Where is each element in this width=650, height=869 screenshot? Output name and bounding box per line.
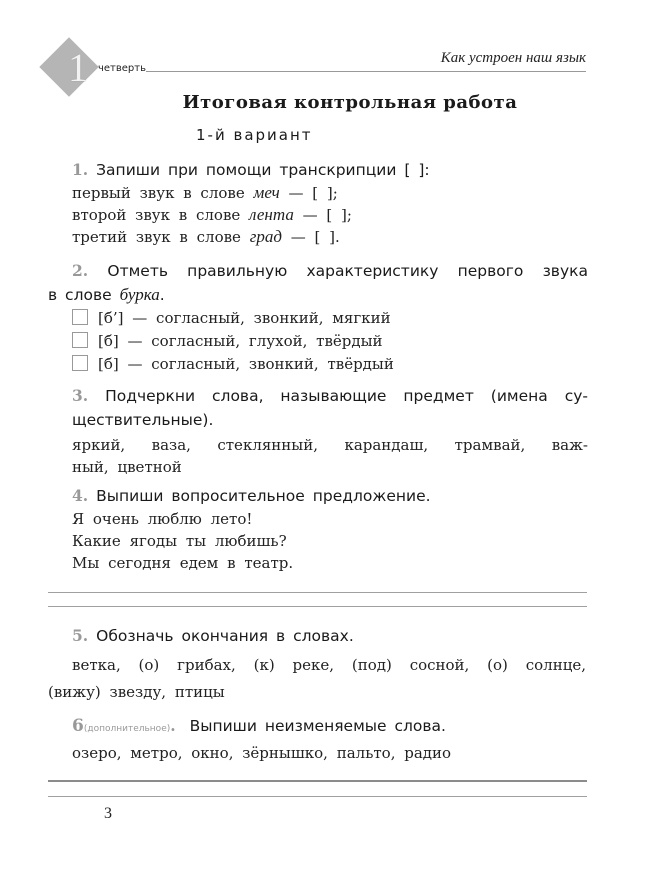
task-5	[72, 624, 354, 648]
checkbox[interactable]	[72, 355, 88, 371]
task-1	[72, 158, 430, 248]
page-number: 3	[104, 805, 112, 822]
sentence: Какие ягоды ты любишь?	[72, 532, 287, 550]
task-note: (дополнительное)	[83, 724, 171, 734]
option-row[interactable]: [б’] — согласный, звонкий, мягкий	[72, 307, 588, 330]
task-3-words: ный, цветной	[72, 458, 182, 476]
task-number: 4.	[72, 486, 89, 505]
task-number: 6	[72, 716, 84, 736]
task-1-line: второй звук в слове лента — [ ];	[72, 205, 352, 224]
task-6-words: озеро, метро, окно, зёрнышко, пальто, радио	[72, 744, 452, 762]
answer-line[interactable]	[48, 592, 587, 593]
task-6	[72, 714, 451, 765]
task-1-line: третий звук в слове град — [ ].	[72, 227, 340, 246]
answer-line[interactable]	[48, 796, 587, 797]
task-2-prompt: 2. Отметь правильную характеристику первого звука	[72, 261, 588, 280]
task-number: 5.	[72, 626, 89, 645]
task-4-prompt: 4. Выпиши вопросительное предложение.	[72, 486, 431, 505]
variant-label: 1-й вариант	[196, 126, 313, 144]
task-5-words: (вижу) звезду, птицы	[48, 683, 225, 701]
header-rule	[146, 71, 586, 72]
task-3-prompt-line2: ществительные).	[72, 411, 214, 429]
book-title: Как устроен наш язык	[440, 50, 586, 66]
answer-line[interactable]	[48, 606, 587, 607]
task-3	[72, 384, 588, 478]
task-1-prompt: 1. Запиши при помощи транскрипции [ ]:	[72, 160, 430, 179]
task-5-words: ветка, (о) грибах, (к) реке, (под) сосной, (о) солнце,	[72, 656, 586, 674]
option-row[interactable]: [б] — согласный, звонкий, твёрдый	[72, 353, 588, 376]
task-1-line: первый звук в слове меч — [ ];	[72, 183, 338, 202]
checkbox[interactable]	[72, 332, 88, 348]
quarter-label: четверть	[98, 63, 146, 74]
task-number: 1.	[72, 160, 89, 179]
checkbox[interactable]	[72, 309, 88, 325]
task-6-prompt: 6(дополнительное). Выпиши неизменяемые слова.	[72, 716, 446, 736]
sentence: Я очень люблю лето!	[72, 510, 253, 528]
task-3-prompt: 3. Подчеркни слова, называющие предмет (имена су-	[72, 386, 588, 405]
page-title: Итоговая контрольная работа	[182, 92, 518, 113]
task-2-prompt-line2: в слове бурка.	[48, 285, 165, 304]
quarter-number: 1	[68, 45, 88, 90]
task-3-words: яркий, ваза, стеклянный, карандаш, трамвай, важ-	[72, 436, 588, 454]
answer-line[interactable]	[48, 780, 587, 782]
task-number: 3.	[72, 386, 89, 405]
option-row[interactable]: [б] — согласный, глухой, твёрдый	[72, 330, 588, 353]
task-number: 2.	[72, 261, 89, 280]
task-5-prompt: 5. Обозначь окончания в словах.	[72, 626, 354, 645]
sentence: Мы сегодня едем в театр.	[72, 554, 294, 572]
task-2	[48, 259, 588, 376]
task-4	[72, 484, 431, 574]
